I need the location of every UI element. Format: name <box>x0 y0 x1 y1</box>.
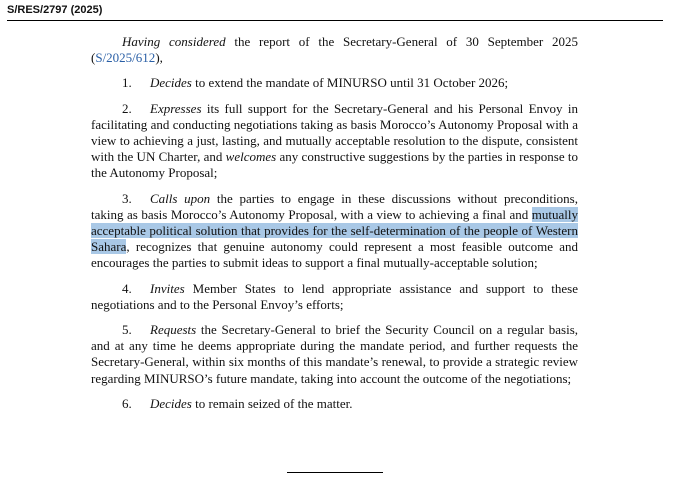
paragraph-number: 1. <box>122 75 132 91</box>
paragraph-text-secondary: , recognizes that genuine autonomy could represent a most feasible outcome and encourages the parties to submit ideas to support a final mutually-acceptable solution; <box>91 239 578 271</box>
resolution-body <box>91 34 578 421</box>
paragraph-text: its full support for the Secretary-General and his Personal Envoy in facilitating and conducting negotiations taking as basis Morocco’s Autonomy Proposal with a view to achieving a just, lasting, and mutually acceptable resolution to the dispute, consistent with the UN Charter, and <box>91 100 578 165</box>
paragraph-number: 4. <box>122 280 132 296</box>
preamble-paragraph <box>91 34 578 66</box>
paragraph-number: 2. <box>122 100 132 116</box>
operative-paragraph-4 <box>91 281 578 313</box>
operative-paragraph-1 <box>91 75 578 91</box>
operative-paragraph-6 <box>91 396 578 412</box>
paragraph-verb-secondary: welcomes <box>225 149 277 165</box>
paragraph-text-secondary: any constructive suggestions by the parties in response to the Autonomy Proposal; <box>91 149 578 181</box>
document-symbol: S/RES/2797 (2025) <box>7 4 663 21</box>
paragraph-number: 6. <box>122 395 132 411</box>
paragraph-verb: Decides <box>150 395 192 411</box>
preamble-lead: Having considered <box>122 34 226 49</box>
paragraph-verb: Requests <box>150 322 197 338</box>
paragraph-verb: Invites <box>150 280 185 296</box>
paragraph-number: 5. <box>122 322 132 338</box>
preamble-tail: ), <box>155 50 163 66</box>
paragraph-text: the Secretary-General to brief the Security Council on a regular basis, and at any time he deems appropriate during the mandate period, and further requests the Secretary-General, within six months of this mandate’s renewal, to provide a strategic review regarding MINURSO’s future mandate, taking into account the outcome of the negotiations; <box>91 322 578 386</box>
paragraph-text: Member States to lend appropriate assistance and support to these negotiations and to the Personal Envoy’s efforts; <box>91 280 578 312</box>
text-selection-highlight[interactable]: mutually acceptable political solution that provides for the self-determination of the people of Western Sahara <box>91 206 578 255</box>
paragraph-text: to extend the mandate of MINURSO until 31 October 2026; <box>191 75 509 91</box>
paragraph-verb: Calls upon <box>150 190 211 206</box>
paragraph-verb: Expresses <box>150 100 202 116</box>
paragraph-verb: Decides <box>150 75 192 91</box>
operative-paragraph-2 <box>91 101 578 182</box>
operative-paragraph-3 <box>91 191 578 272</box>
preamble-text: the report of the Secretary-General of 30 September 2025 ( <box>91 34 579 66</box>
paragraph-text: the parties to engage in these discussions without preconditions, taking as basis Morocco’s Autonomy Proposal, with a view to achieving a final and <box>91 190 578 222</box>
end-of-document-rule <box>287 472 383 473</box>
operative-paragraph-5 <box>91 322 578 387</box>
paragraph-number: 3. <box>122 190 132 206</box>
report-link[interactable]: S/2025/612 <box>95 50 156 66</box>
paragraph-text: to remain seized of the matter. <box>191 395 353 411</box>
